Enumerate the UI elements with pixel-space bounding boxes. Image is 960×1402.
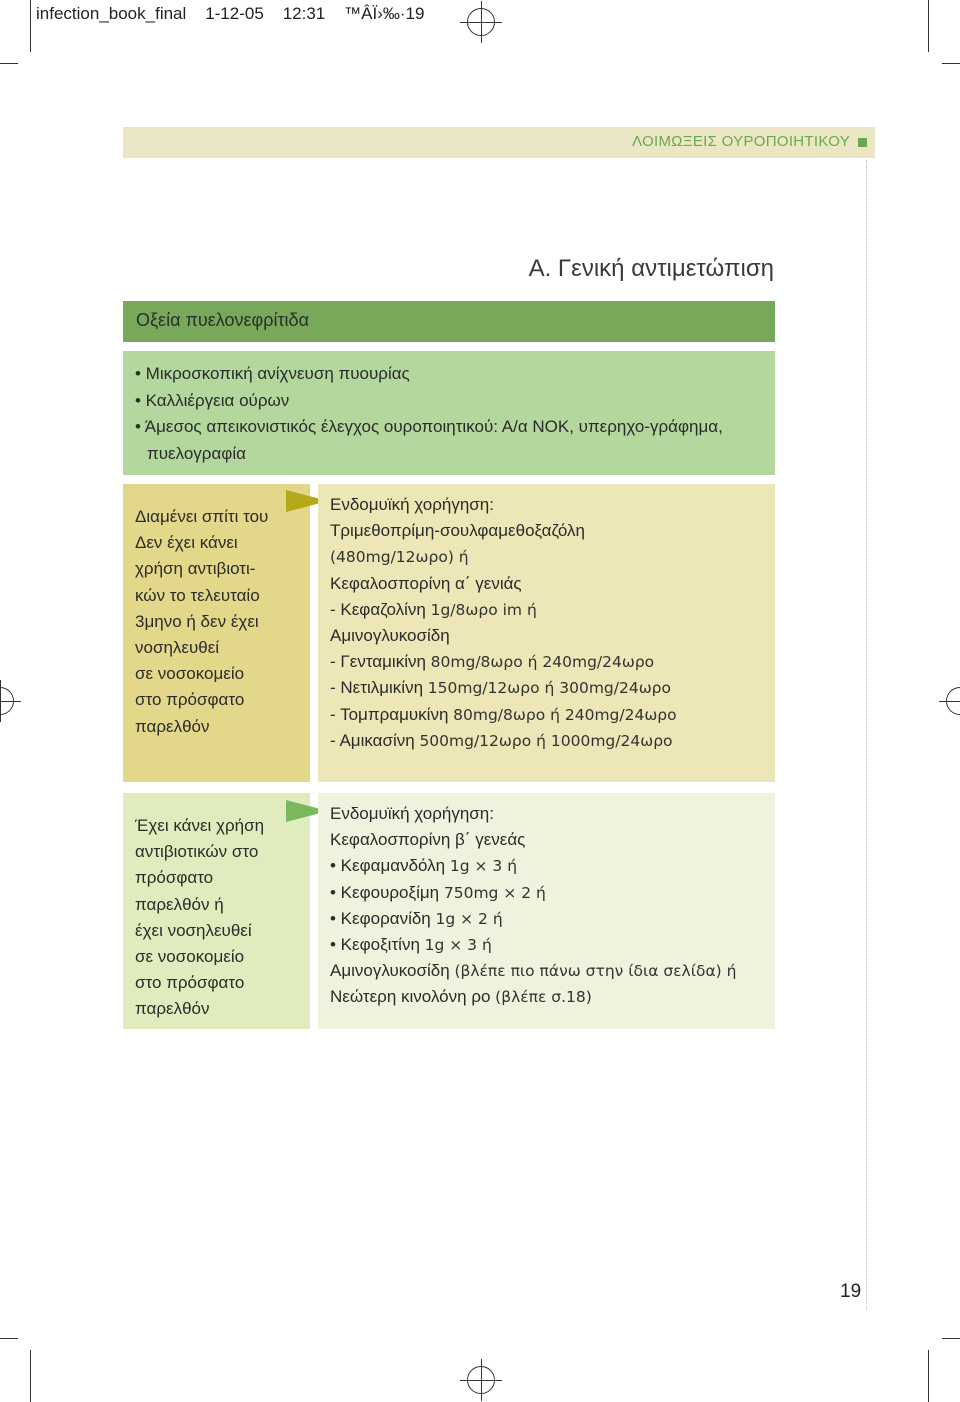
condition-line: στο πρόσφατο: [135, 690, 245, 710]
condition-line: σε νοσοκομείο: [135, 947, 245, 967]
treatment-line: • Κεφουροξίμη 750mg × 2 ή: [330, 882, 546, 902]
treatment-line: - Τομπραμυκίνη 80mg/8ωρο ή 240mg/24ωρο: [330, 704, 677, 724]
condition-line: παρελθόν ή: [135, 894, 224, 914]
condition-line: σε νοσοκομείο: [135, 664, 245, 684]
square-bullet-icon: [858, 138, 867, 147]
diagnosis-title-bar: [123, 301, 775, 342]
treatment-line: - Νετιλμικίνη 150mg/12ωρο ή 300mg/24ωρο: [330, 678, 671, 698]
condition-line: έχει νοσηλευθεί: [135, 920, 252, 940]
treatment-line: Κεφαλοσπορίνη α΄ γενιάς: [330, 573, 522, 593]
diagnosis-box: [123, 351, 775, 475]
registration-mark-icon: [467, 1366, 495, 1394]
treatment-line: Τριμεθοπρίμη-σουλφαμεθοξαζόλη: [330, 521, 585, 541]
running-header: [123, 127, 875, 158]
crop-mark: [942, 1338, 960, 1339]
page-number: 19: [840, 1281, 862, 1302]
case2-treatment-box: [318, 793, 775, 1029]
condition-line: Διαμένει σπίτι του: [135, 507, 269, 526]
condition-line: 3μηνο ή δεν έχει: [135, 611, 259, 631]
crop-mark: [0, 63, 18, 64]
condition-line: στο πρόσφατο: [135, 973, 245, 993]
treatment-line: Νεώτερη κινολόνη ρο (βλέπε σ.18): [330, 987, 592, 1007]
registration-mark-icon: [0, 687, 14, 715]
treatment-line: • Κεφαμανδόλη 1g × 3 ή: [330, 856, 518, 876]
treatment-heading: Ενδομυϊκή χορήγηση:: [330, 804, 494, 823]
registration-mark-icon: [946, 687, 960, 715]
list-item: • Άμεσος απεικονιστικός έλεγχος ουροποιητικού: Α/α ΝΟΚ, υπερηχο-γράφημα, πυελογραφία: [135, 417, 723, 463]
treatment-line: - Γενταμικίνη 80mg/8ωρο ή 240mg/24ωρο: [330, 652, 655, 672]
crop-mark: [942, 63, 960, 64]
section-title: Α. Γενική αντιμετώπιση: [528, 255, 774, 282]
chapter-title: ΛΟΙΜΩΞΕΙΣ ΟΥΡΟΠΟΙΗΤΙΚΟΥ: [632, 133, 867, 150]
treatment-line: Αμινογλυκοσίδη: [330, 626, 450, 646]
case1-treatment-box: [318, 484, 775, 782]
condition-line: Έχει κάνει χρήση: [135, 816, 265, 835]
list-item: • Μικροσκοπική ανίχνευση πυουρίας: [135, 364, 410, 383]
crop-mark: [30, 0, 31, 52]
treatment-line: - Αμικασίνη 500mg/12ωρο ή 1000mg/24ωρο: [330, 730, 673, 750]
condition-line: Δεν έχει κάνει: [135, 533, 238, 553]
printer-slug: infection_book_final 1-12-05 12:31 ™ÂÏ›‰·19: [36, 4, 425, 23]
list-item: • Καλλιέργεια ούρων: [135, 390, 290, 410]
treatment-line: - Κεφαζολίνη 1g/8ωρο im ή: [330, 599, 537, 619]
treatment-heading: Ενδομυϊκή χορήγηση:: [330, 495, 494, 514]
condition-line: χρήση αντιβιοτι-: [135, 559, 256, 579]
condition-line: κών το τελευταίο: [135, 585, 260, 605]
registration-mark-icon: [467, 8, 495, 36]
diagnosis-title: Οξεία πυελονεφρίτιδα: [136, 310, 309, 330]
case1-condition-box: [123, 484, 310, 782]
crop-mark: [30, 1350, 31, 1402]
condition-line: αντιβιοτικών στο: [135, 842, 259, 862]
treatment-line: • Κεφοξιτίνη 1g × 3 ή: [330, 935, 492, 955]
condition-line: παρελθόν: [135, 716, 210, 736]
condition-line: πρόσφατο: [135, 868, 214, 888]
treatment-line: • Κεφορανίδη 1g × 2 ή: [330, 908, 503, 928]
diagnosis-list: [123, 351, 775, 467]
treatment-line: (480mg/12ωρο) ή: [330, 548, 469, 567]
condition-line: παρελθόν: [135, 999, 210, 1019]
treatment-line: Αμινογλυκοσίδη (βλέπε πιο πάνω στην ίδια σελίδα) ή: [330, 961, 737, 981]
crop-mark: [928, 1350, 929, 1402]
margin-dotted-rule: [866, 160, 867, 1310]
crop-mark: [928, 0, 929, 52]
crop-mark: [0, 1338, 18, 1339]
condition-line: νοσηλευθεί: [135, 638, 220, 658]
case2-condition-box: [123, 793, 310, 1029]
treatment-line: Κεφαλοσπορίνη β΄ γενεάς: [330, 830, 526, 850]
